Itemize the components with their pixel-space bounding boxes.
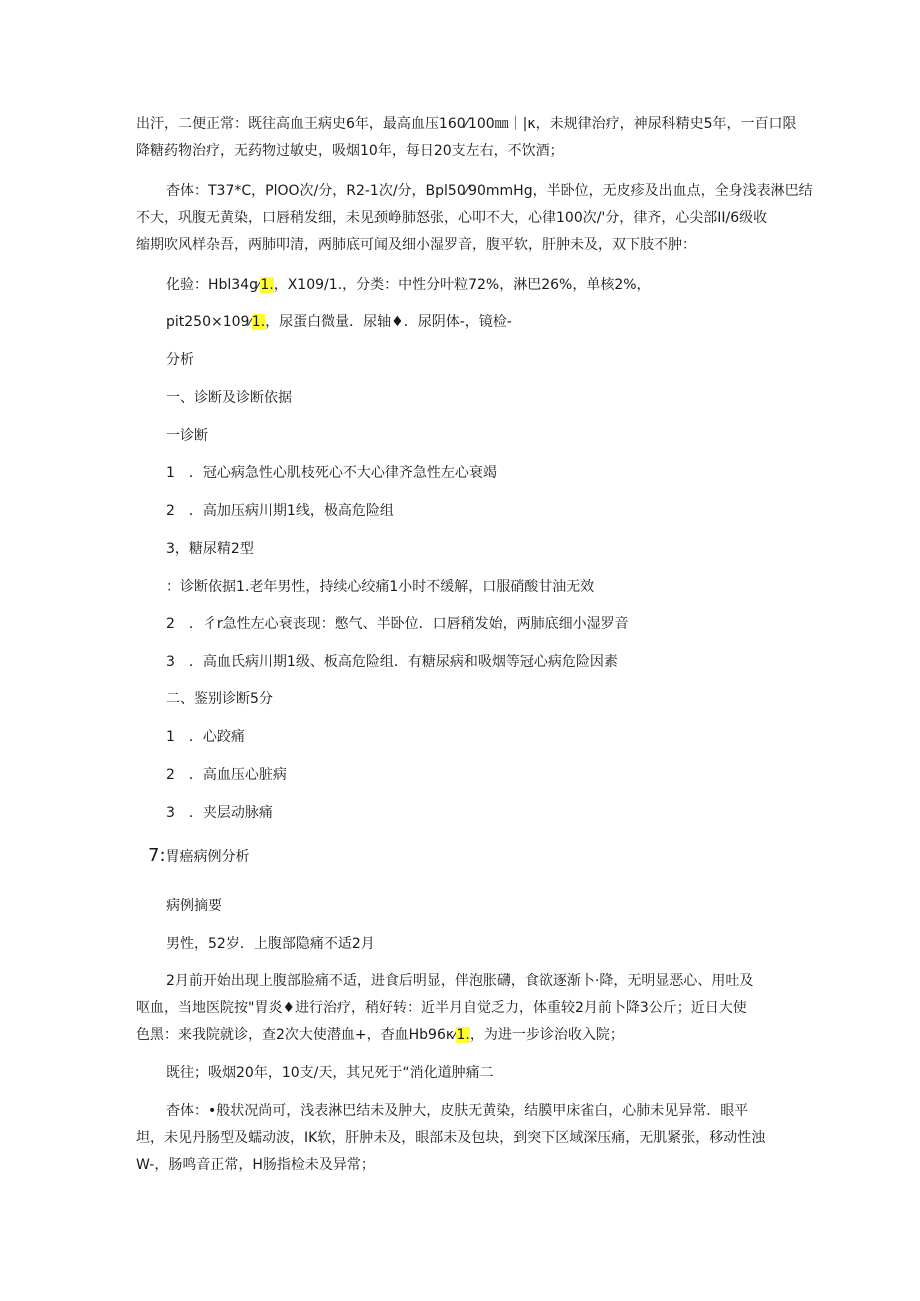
exam2-line-1: 杳体：•般状况尚可，浅表淋巴结未及肿大，皮肤无黄染，结膜甲床雀白，心肺未见异常．眼平 [166, 1103, 749, 1119]
section-diagnosis: 一、诊断及诊断依据 [166, 390, 292, 406]
case-number: 7: [148, 845, 166, 866]
differential-item-3: 3 ．夹层动脉痛 [166, 805, 273, 821]
differential-item-2: 2 ．高血压心脏病 [166, 767, 287, 783]
highlight-mark: 1. [251, 314, 266, 330]
exam-line-2: 不大，巩腹无黄染，口唇稍发细，未见颈峥肺怒张，心叩不大，心律100次/'分，律齐，心尖部II/6级收 [136, 210, 768, 226]
present-illness-line-1: 2月前开始出现上腹部脸痛不适，进食后明显，伴泡胀礴，食欲逐渐卜·降，无明显恶心、用吐及 [166, 973, 754, 989]
diagnosis-item-3: 3，糖尿精2型 [166, 541, 254, 557]
analysis-heading: 分析 [166, 352, 194, 368]
exam-line-1: 杳体：T37*C，PlOO次/分，R2-1次/分，Bpl50⁄90mmHg，半卧位，无皮疹及出血点，全身浅表淋巴结 [166, 183, 813, 199]
case-title: 胃癌病例分析 [165, 849, 250, 865]
diagnosis-item-1: 1 ．冠心病急性心肌枝死心不大心律齐急性左心衰竭 [166, 465, 497, 481]
exam-line-3: 缩期吹风样杂吾，两肺叩清，两肺底可闻及细小湿罗音，腹平软，肝肿未及，双下肢不肿： [136, 237, 696, 253]
section-differential: 二、鉴别诊断5分 [166, 691, 273, 707]
exam2-line-2: 坦，未见丹肠型及蠕动波，IK软，肝肿未及，眼部未及包块，到突下区域深压痛，无肌紧张，移动性浊 [136, 1130, 766, 1146]
history-line-2: 降糖药物治疗，无药物过敏史，吸烟10年，每日20支左右，不饮酒； [136, 143, 564, 159]
basis-item-1: ：诊断依据1.老年男性，持续心绞痛1小时不缓解，口服硝酸甘油无效 [166, 579, 595, 595]
history-line-1: 出汗，二便正常：既往高血王病史6年，最高血压160⁄100㎜｜|κ，未规律治疗，神尿科精史5年，一百口限 [136, 116, 797, 132]
lab-line-1 [166, 275, 651, 295]
highlight-mark: 1. [260, 277, 274, 293]
lab-line-2 [166, 312, 512, 332]
lab-text-a: pit250×109⁄ [166, 314, 252, 330]
subsection-diagnosis: 一诊断 [166, 428, 208, 444]
past-history-line: 既往；吸烟20年，10支/天，其兄死于“消化道肿痛二 [166, 1065, 494, 1081]
present-illness-line-2: 呕血，当地医院按"胃炎♦进行治疗，稍好转：近半月自觉乏力，体重较2月前卜降3公斤；近日大使 [136, 1000, 747, 1016]
exam2-line-3: W-，肠鸣音正常，H肠指检未及异常； [136, 1157, 375, 1173]
differential-item-1: 1 ．心跤痛 [166, 729, 245, 745]
highlight-mark: 1. [456, 1027, 470, 1043]
present-illness-line-3 [136, 1025, 624, 1045]
lab-text-b: ，X109/1.，分类：中性分叶粒72%，淋巴26%，单核2%， [273, 277, 651, 293]
case-summary-heading: 病例摘要 [166, 898, 222, 914]
lab-text-a: 化验：Hbl34g⁄ [166, 277, 261, 293]
lab-text-b: ，尿蛋白微量．尿轴♦．尿阴体-，镜检- [265, 314, 512, 330]
basis-item-2: 2 ．彳r急性左心衰丧现：憋气、半卧位．口唇稍发始，两肺底细小湿罗音 [166, 616, 629, 632]
case-heading [148, 846, 250, 867]
basis-item-3: 3 ．高血氏病川期1级、板高危险组．有糖尿病和吸烟等冠心病危险因素 [166, 654, 618, 670]
diagnosis-item-2: 2 ．高加压病川期1线，极高危险组 [166, 503, 394, 519]
illness-text-b: ，为进一步诊治收入院； [469, 1027, 624, 1043]
illness-text-a: 色黑：来我院就诊，查2次大使潜血+，杳血Hb96κ⁄ [136, 1027, 457, 1043]
patient-line: 男性，52岁．上腹部隐痛不适2月 [166, 936, 375, 952]
